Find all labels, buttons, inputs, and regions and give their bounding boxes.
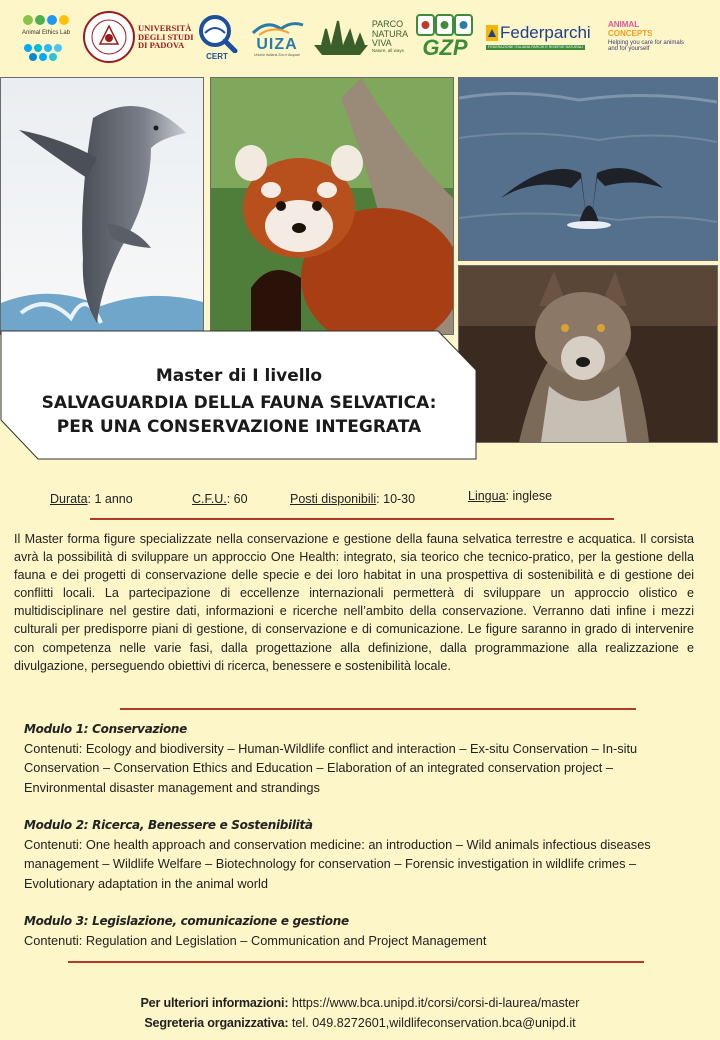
module-1-title: Modulo 1: Conservazione bbox=[24, 722, 188, 736]
title-text bbox=[0, 366, 478, 439]
animal-concepts-tagline1: Helping you care for animals bbox=[608, 40, 685, 47]
dolphin-image bbox=[1, 78, 203, 334]
parco-line1: PARCO bbox=[371, 19, 404, 30]
module-2-content: Contenuti: One health approach and conservation medicine: an introduction – Wild animals infectious diseases management – Wildlife Welfare – Biotechnology for conservation – Forensic investigation in wildlife crimes – Evolutionary adaptation in the animal world bbox=[24, 837, 651, 891]
whale-tail-image bbox=[459, 78, 717, 260]
cert-logo bbox=[192, 10, 242, 64]
divider-modules bbox=[68, 961, 644, 963]
federparchi-subtitle: FEDERAZIONE ITALIANA PARCHI E RISERVE NATURALI bbox=[488, 44, 583, 49]
cfu-value: : 60 bbox=[226, 492, 248, 506]
title-main-line2: PER UNA CONSERVAZIONE INTEGRATA bbox=[56, 417, 422, 437]
wolf-image bbox=[459, 266, 717, 442]
university-seal-icon bbox=[82, 10, 136, 64]
animal-ethics-lab-logo bbox=[20, 10, 76, 64]
module-3 bbox=[24, 912, 696, 950]
divider-info bbox=[90, 518, 614, 520]
cfu-label: C.F.U. bbox=[192, 492, 227, 506]
uiza-logo bbox=[248, 10, 306, 64]
parco-subtitle: Nature, all ways bbox=[371, 47, 404, 53]
module-2 bbox=[24, 816, 696, 893]
lingua-label: Lingua bbox=[468, 489, 506, 503]
unipd-line2: DEGLI STUDI bbox=[138, 31, 194, 42]
animal-ethics-lab-text: Animal Ethics Lab bbox=[22, 30, 71, 36]
parco-natura-viva-logo bbox=[310, 10, 410, 64]
uiza-bird-icon bbox=[249, 17, 305, 37]
gzp-text: GZP bbox=[422, 35, 468, 61]
module-3-title: Modulo 3: Legislazione, comunicazione e gestione bbox=[24, 914, 349, 928]
info-lingua bbox=[468, 489, 552, 503]
cert-text: CERT bbox=[206, 51, 228, 61]
unipd-seal bbox=[82, 10, 136, 64]
posti-value: : 10-30 bbox=[376, 492, 416, 506]
durata-value: : 1 anno bbox=[87, 492, 133, 506]
info-durata bbox=[50, 492, 133, 506]
footer-info-label: Per ulteriori informazioni: bbox=[140, 996, 289, 1010]
footer-segreteria-label: Segreteria organizzativa: bbox=[144, 1016, 289, 1030]
animal-ethics-lab-icon bbox=[20, 10, 76, 64]
federparchi-mark-icon bbox=[486, 25, 498, 41]
red-panda-photo bbox=[210, 77, 454, 335]
unipd-line3: DI PADOVA bbox=[138, 40, 185, 51]
ark-animals-icon bbox=[312, 15, 370, 59]
parco-line3: VIVA bbox=[371, 38, 392, 49]
footer-info-url[interactable]: https://www.bca.unipd.it/corsi/corsi-di-laurea/master bbox=[288, 996, 580, 1010]
module-3-content: Contenuti: Regulation and Legislation – Communication and Project Management bbox=[24, 933, 487, 949]
animal-concepts-logo bbox=[608, 10, 720, 64]
animal-concepts-line2: CONCEPTS bbox=[608, 28, 653, 38]
title-box bbox=[0, 330, 478, 460]
unipd-wordmark bbox=[138, 10, 196, 64]
footer-segreteria-contact[interactable]: tel. 049.8272601,wildlifeconservation.bca@unipd.it bbox=[288, 1016, 576, 1030]
federparchi-text: Federparchi bbox=[500, 22, 591, 42]
footer-info-line bbox=[0, 996, 720, 1010]
whale-tail-photo bbox=[458, 77, 718, 261]
federparchi-logo bbox=[486, 10, 600, 64]
title-level: Master di I livello bbox=[155, 366, 323, 386]
footer-segreteria-line bbox=[0, 1016, 720, 1030]
gzp-icons bbox=[416, 14, 474, 36]
animal-concepts-tagline2: and for yourself bbox=[608, 46, 650, 53]
red-panda-image bbox=[211, 78, 453, 334]
info-posti bbox=[290, 492, 415, 506]
lingua-value: : inglese bbox=[505, 489, 553, 503]
module-2-title: Modulo 2: Ricerca, Benessere e Sostenibilità bbox=[24, 818, 313, 832]
module-1-content: Contenuti: Ecology and biodiversity – Human-Wildlife conflict and interaction – Ex-situ Conservation – In-situ Conservation – Conservation Ethics and Education – Elaboration of an integrated conservation project – Environmental disaster management and strandings bbox=[24, 741, 638, 795]
wolf-photo bbox=[458, 265, 718, 443]
title-main-line1: SALVAGUARDIA DELLA FAUNA SELVATICA: bbox=[41, 393, 437, 413]
posti-label: Posti disponibili bbox=[290, 492, 377, 506]
uiza-text: UIZA bbox=[256, 35, 298, 53]
gzp-logo bbox=[414, 10, 476, 64]
parco-line2: NATURA bbox=[371, 28, 409, 39]
magnifier-icon bbox=[195, 13, 239, 53]
dolphin-photo bbox=[0, 77, 204, 335]
uiza-subtitle: Unione Italiana Zoo e Acquari bbox=[254, 52, 300, 57]
module-1 bbox=[24, 720, 696, 797]
info-cfu bbox=[192, 492, 248, 506]
logo-bar bbox=[0, 0, 720, 74]
unipd-line1: UNIVERSITÀ bbox=[138, 22, 192, 33]
description-text: Il Master forma figure specializzate nella conservazione e gestione della fauna selvatica terrestre e acquatica. Il corsista avrà la possibilità di sviluppare un approccio One Health: integrato, sia teorico che tecnico-pratico, per la gestione della fauna e dei progetti di conservazione delle specie e dei loro habitat in una prospettiva di sostenibilità e di gestione dei conflitti locali. La partecipazione di eccellenze internazionali permetterà di sviluppare un approccio olistico e multidisciplinare nel gestire dati, informazioni e ricerche nell’ambito della conservazione. Verranno dati infine i mezzi culturali per predisporre piani di gestione, di conservazione e di comunicazione. Le figure saranno in grado di intervenire con competenza nelle varie fasi, dalla progettazione alla definizione, dalla programmazione alla realizzazione e divulgazione, perseguendo obiettivi di ricerca, benessere e sostenibilità locale. bbox=[14, 532, 694, 673]
durata-label: Durata bbox=[50, 492, 88, 506]
animal-concepts-line1: ANIMAL bbox=[608, 20, 640, 30]
divider-description bbox=[120, 708, 636, 710]
